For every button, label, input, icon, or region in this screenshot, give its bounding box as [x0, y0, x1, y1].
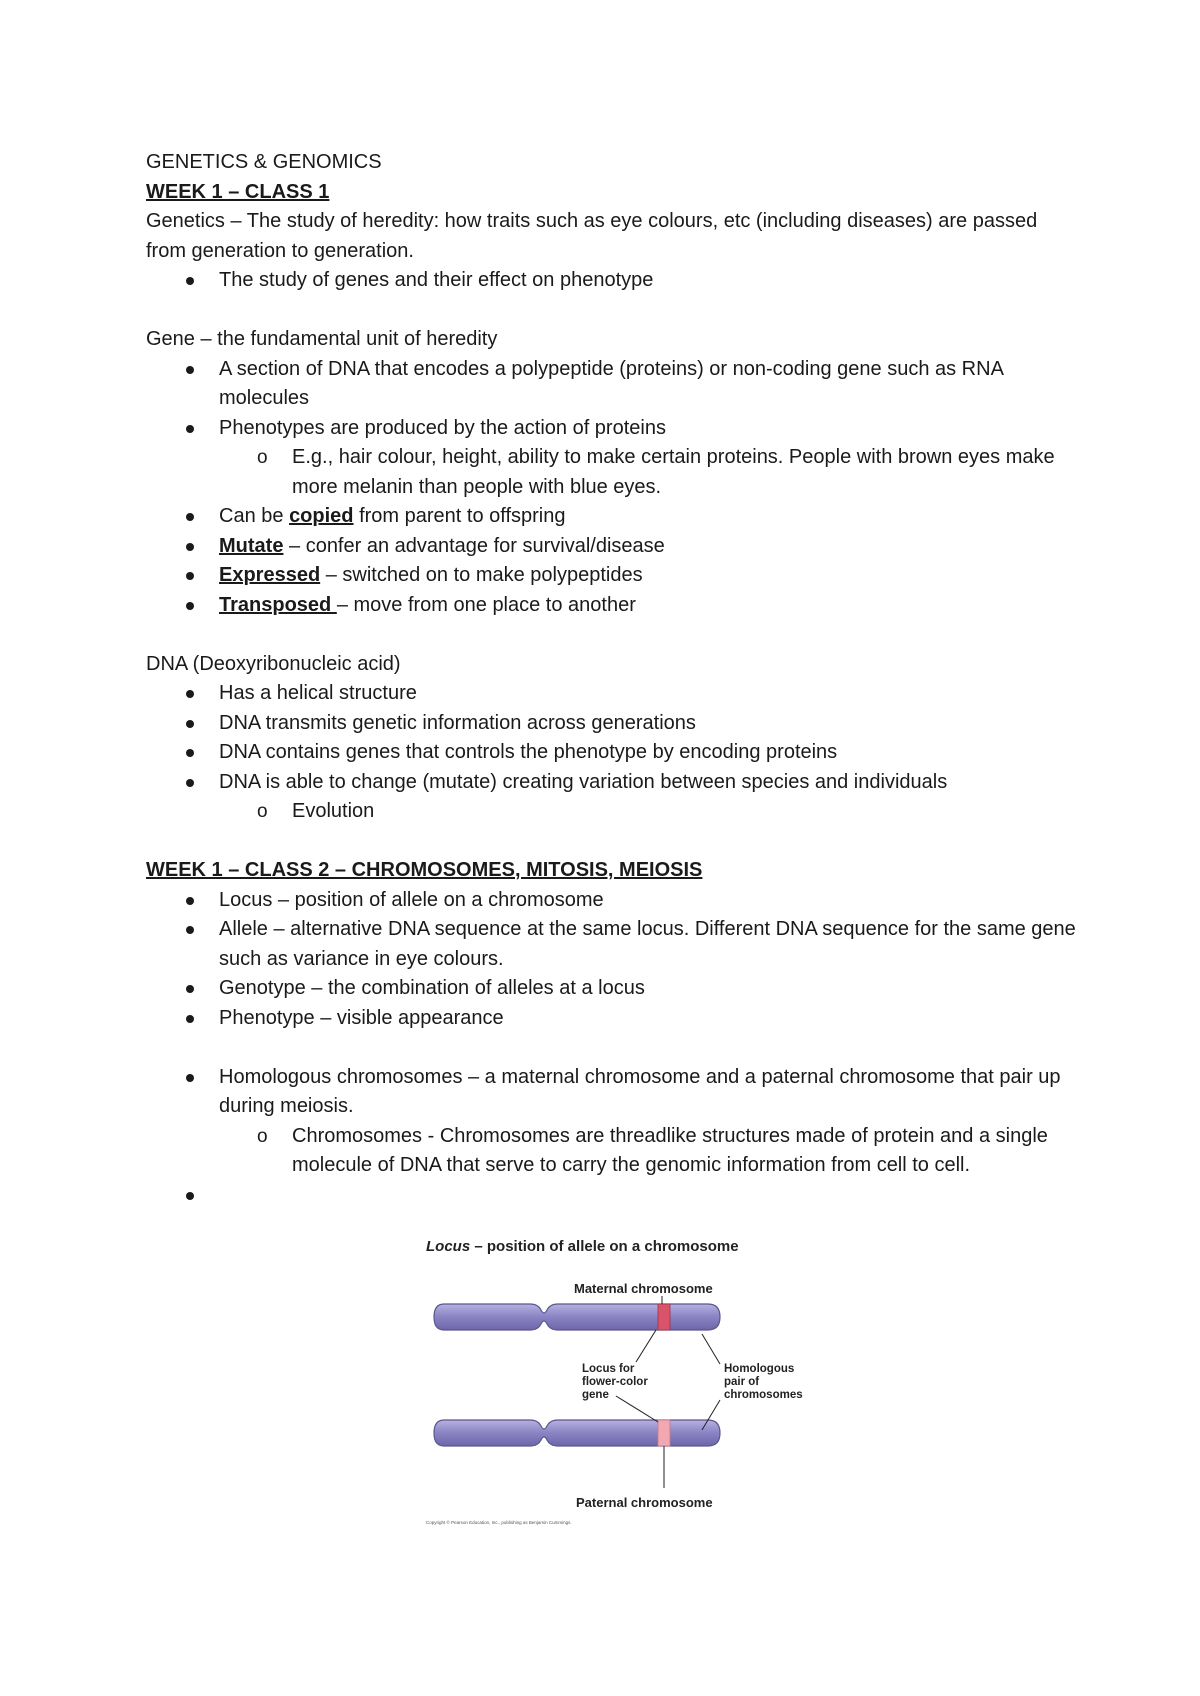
term-copied: copied — [289, 505, 354, 527]
homologous-label — [724, 1363, 803, 1401]
text-span: – move from one place to another — [336, 593, 636, 616]
list-item: Has a helical structure — [146, 679, 1076, 709]
document-page — [146, 148, 1076, 1210]
paternal-label: Paternal chromosome — [576, 1495, 713, 1510]
sub-list-item: o Evolution — [146, 797, 1076, 827]
locus-label-line1: Locus for — [582, 1363, 635, 1375]
list-item: The study of genes and their effect on phenotype — [146, 266, 1076, 296]
week1-class1-heading: WEEK 1 – CLASS 1 — [146, 180, 330, 203]
term-expressed: Expressed — [219, 564, 321, 586]
homologous-label-line1: Homologous — [724, 1363, 795, 1375]
maternal-chromosome — [434, 1304, 720, 1330]
list-item: Allele – alternative DNA sequence at the same locus. Different DNA sequence for the same gene such as variance in eye colours. — [146, 915, 1076, 974]
list-item: DNA is able to change (mutate) creating variation between species and individuals — [146, 768, 1076, 798]
empty-list-item — [146, 1181, 1076, 1211]
gene-list — [146, 355, 1076, 621]
term-transposed: Transposed — [219, 593, 337, 616]
list-item — [146, 502, 1076, 532]
genetics-definition: Genetics – The study of heredity: how traits such as eye colours, etc (including diseases) are passed from generation to generation. — [146, 210, 1038, 262]
chromosome-figure — [420, 1234, 820, 1534]
list-item — [146, 561, 1076, 591]
locus-label-line3: gene — [582, 1389, 609, 1401]
sub-list-item: o E.g., hair colour, height, ability to make certain proteins. People with brown eyes make more melanin than people with blue eyes. — [146, 443, 1076, 502]
locus-label-line2: flower-color — [582, 1376, 648, 1388]
maternal-locus-band — [658, 1304, 670, 1330]
list-item: DNA contains genes that controls the phenotype by encoding proteins — [146, 738, 1076, 768]
figure-title-italic: Locus — [426, 1238, 471, 1255]
text-span: – confer an advantage for survival/disease — [283, 534, 665, 557]
text-span: – switched on to make polypeptides — [320, 564, 643, 586]
list-item — [146, 591, 1076, 621]
class2-list — [146, 886, 1076, 1034]
maternal-label: Maternal chromosome — [574, 1281, 713, 1296]
term-mutate: Mutate — [219, 534, 284, 557]
list-item: DNA transmits genetic information across generations — [146, 709, 1076, 739]
figure-title — [426, 1238, 739, 1255]
genetics-list — [146, 266, 1076, 296]
doc-title: GENETICS & GENOMICS — [146, 151, 382, 173]
list-item: Genotype – the combination of alleles at a locus — [146, 974, 1076, 1004]
gene-definition: Gene – the fundamental unit of heredity — [146, 328, 498, 350]
class2-list-2 — [146, 1063, 1076, 1211]
text-span: Can be — [219, 505, 290, 527]
list-item — [146, 532, 1076, 562]
paternal-chromosome — [434, 1420, 720, 1446]
figure-title-rest: – position of allele on a chromosome — [470, 1238, 739, 1255]
week1-class2-heading: WEEK 1 – CLASS 2 – CHROMOSOMES, MITOSIS, MEIOSIS — [146, 859, 703, 881]
list-item: Phenotypes are produced by the action of proteins — [146, 414, 1076, 444]
list-item: Locus – position of allele on a chromosome — [146, 886, 1076, 916]
dna-heading: DNA (Deoxyribonucleic acid) — [146, 652, 401, 675]
paternal-locus-band — [658, 1420, 670, 1446]
list-item: A section of DNA that encodes a polypeptide (proteins) or non-coding gene such as RNA molecules — [146, 355, 1076, 414]
list-item: Phenotype – visible appearance — [146, 1004, 1076, 1034]
dna-list — [146, 679, 1076, 827]
homologous-label-line3: chromosomes — [724, 1389, 803, 1401]
text-span: from parent to offspring — [353, 505, 566, 527]
homologous-label-line2: pair of — [724, 1376, 760, 1388]
chromosome-diagram — [420, 1234, 820, 1534]
figure-copyright: Copyright © Pearson Education, Inc., publishing as Benjamin Cummings. — [426, 1520, 572, 1525]
list-item: Homologous chromosomes – a maternal chromosome and a paternal chromosome that pair up during meiosis. — [146, 1063, 1076, 1122]
sub-list-item: o Chromosomes - Chromosomes are threadlike structures made of protein and a single molecule of DNA that serve to carry the genomic information from cell to cell. — [146, 1122, 1076, 1181]
locus-label — [582, 1363, 651, 1401]
